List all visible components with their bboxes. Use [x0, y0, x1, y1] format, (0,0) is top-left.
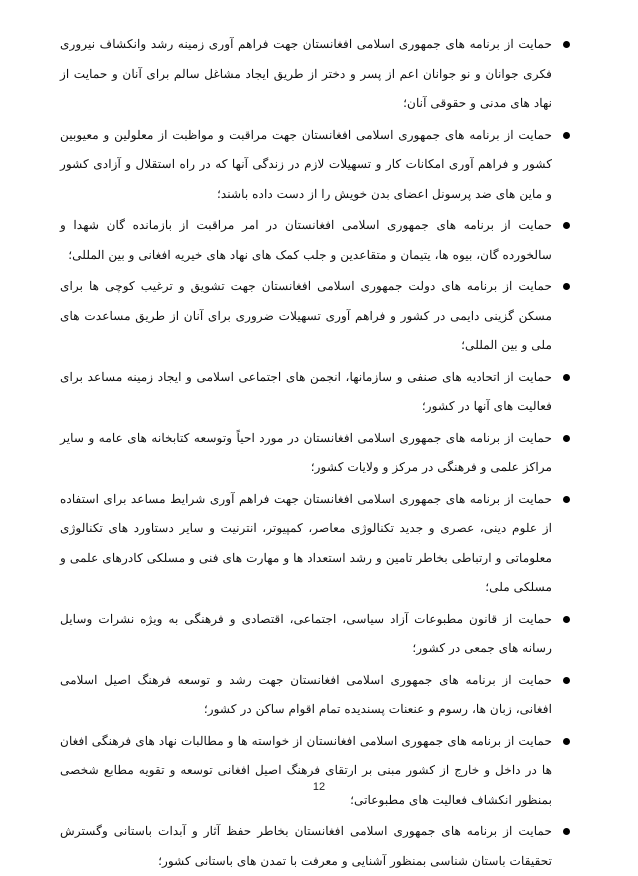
- bullet-icon: [563, 738, 570, 745]
- page-number: 12: [312, 781, 326, 793]
- list-item: [60, 211, 572, 270]
- bullet-icon: [563, 496, 570, 503]
- list-item-text: حمایت از برنامه های جمهوری اسلامی افغانستان بخاطر حفظ آثار و آبدات باستانی وگسترش تحقیقات باستان شناسی بمنظور آشنایی و معرفت با تمدن های باستانی کشور؛: [60, 824, 552, 868]
- list-item: [60, 272, 572, 361]
- bullet-icon: [563, 435, 570, 442]
- bullet-icon: [563, 374, 570, 381]
- bullet-icon: [563, 222, 570, 229]
- list-item-text: حمایت از برنامه های جمهوری اسلامی افغانستان در مورد احیاً وتوسعه کتابخانه های عامه و سایر مراکز علمی و فرهنگی در مرکز و ولایات کشور؛: [60, 430, 552, 474]
- list-item: [60, 666, 572, 725]
- list-item-text: حمایت از برنامه های جمهوری اسلامی افغانستان جهت فراهم آوری زمینه رشد وانکشاف نیروری فکری جوانان و نو جوانان اعم از پسر و دختر از طریق ایجاد مشاغل سالم برای آنان و حمایت از نهاد های مدنی و حقوقی آنان؛: [60, 37, 552, 110]
- list-item: [60, 30, 572, 119]
- list-item-text: حمایت از برنامه های دولت جمهوری اسلامی افغانستان جهت تشویق و ترغیب کوچی ها برای مسکن گزینی دایمی در کشور و فراهم آوری تسهیلات ضروری برای آنان از طریق مساعدت های ملی و بین المللی؛: [60, 279, 552, 352]
- bullet-list: [60, 30, 572, 876]
- bullet-icon: [563, 616, 570, 623]
- list-item-text: حمایت از برنامه های جمهوری اسلامی افغانستان جهت فراهم آوری شرایط مساعد برای استفاده از علوم دینی، عصری و جدید تکنالوژی معاصر، کمپیوتر، انترنیت و سایر دستاورد های تکنالوژی معلوماتی و ارتباطی بخاطر تامین و رشد استعداد ها و مهارت های فنی و مسلکی کادرهای علمی و مسلکی ملی؛: [60, 491, 552, 594]
- list-item-text: حمایت از اتحادیه های صنفی و سازمانها، انجمن های اجتماعی اسلامی و ایجاد زمینه مساعد برای فعالیت های آنها در کشور؛: [60, 369, 552, 413]
- bullet-icon: [563, 677, 570, 684]
- list-item: [60, 485, 572, 603]
- list-item: [60, 424, 572, 483]
- list-item-text: حمایت از قانون مطبوعات آزاد سیاسی، اجتماعی، اقتصادی و فرهنگی به ویژه نشرات وسایل رسانه های جمعی در کشور؛: [60, 611, 552, 655]
- list-item: [60, 727, 572, 816]
- list-item: [60, 121, 572, 210]
- list-item: [60, 363, 572, 422]
- list-item-text: حمایت از برنامه های جمهوری اسلامی افغانستان جهت رشد و توسعه فرهنگ اصیل اسلامی افغانی، زبان ها، رسوم و عنعنات پسندیده تمام اقوام ساکن در کشور؛: [60, 672, 552, 716]
- bullet-icon: [563, 132, 570, 139]
- list-item: [60, 605, 572, 664]
- list-item-text: حمایت از برنامه های جمهوری اسلامی افغانستان در امر مراقبت از بازمانده گان شهدا و سالخورده گان، بیوه ها، یتیمان و متقاعدین و جلب کمک های نهاد های خیریه افغانی و بین المللی؛: [60, 218, 552, 262]
- list-item-text: حمایت از برنامه های جمهوری اسلامی افغانستان جهت مراقبت و مواظبت از معلولین و معیوبین کشور و فراهم آوری امکانات کار و تسهیلات لازم در زندگی آنها که در راه استقلال و آزادی کشور و ماین های ضد پرسونل اعضای بدن خویش را از دست داده باشند؛: [60, 127, 552, 201]
- bullet-icon: [563, 41, 570, 48]
- bullet-icon: [563, 283, 570, 290]
- bullet-icon: [563, 828, 570, 835]
- list-item-text: حمایت از برنامه های جمهوری اسلامی افغانستان از خواسته ها و مطالبات نهاد های فرهنگی افغان ها در داخل و خارج از کشور مبنی بر ارتقای فرهنگ اصیل افغانی توسعه و تقویه مطابع شخصی بمنظور انکشاف فعالیت های مطبوعاتی؛: [60, 733, 552, 807]
